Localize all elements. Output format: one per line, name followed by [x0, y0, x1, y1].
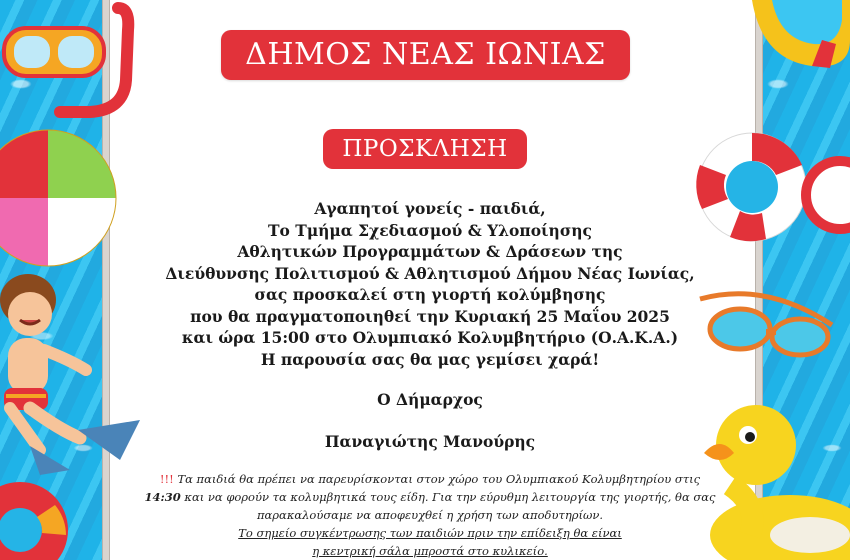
note-line-3: παρακαλούσαμε να αποφευχθεί η χρήση των αποδυτηρίων.	[256, 508, 604, 522]
note-line-5: η κεντρική σάλα μπροστά στο κυλικείο.	[312, 544, 548, 558]
signature-name: Παναγιώτης Μανούρης	[324, 432, 536, 451]
note-time: 14:30	[144, 490, 181, 504]
body-line: Η παρουσία σας θα μας γεμίσει χαρά!	[260, 349, 600, 369]
warning-marks: !!!	[159, 472, 174, 486]
note-line-2: και να φορούν τα κολυμβητικά τους είδη. Για την εύρυθμη λειτουργία της γιορτής, θα σας	[180, 490, 716, 504]
body-line: που θα πραγματοποιηθεί την Κυριακή 25 Μαΐου 2025	[190, 306, 670, 326]
note-line-4: Το σημείο συγκέντρωσης των παιδιών πριν την επίδειξη θα είναι	[238, 526, 622, 540]
body-line: Διεύθυνσης Πολιτισμού & Αθλητισμού Δήμου Νέας Ιωνίας,	[165, 263, 695, 283]
note-line-1: Τα παιδιά θα πρέπει να παρευρίσκονται στον χώρο του Ολυμπιακού Κολυμβητηρίου στις	[173, 472, 701, 486]
body-line: σας προσκαλεί στη γιορτή κολύμβησης	[254, 285, 606, 304]
notice-text	[130, 470, 730, 560]
swim-ring-icon-top	[752, 0, 850, 80]
body-line: Αθλητικών Προγραμμάτων & Δράσεων της	[237, 242, 623, 261]
beach-ball-icon	[0, 120, 125, 280]
signature-role: Ο Δήμαρχος	[377, 390, 483, 409]
page-title: ΔΗΜΟΣ ΝΕΑΣ ΙΩΝΙΑΣ	[221, 30, 630, 80]
body-line: και ώρα 15:00 στο Ολυμπιακό Κολυμβητήριο (Ο.Α.Κ.Α.)	[181, 328, 679, 347]
invitation-body	[120, 198, 740, 370]
swim-ring-icon-left	[0, 475, 80, 560]
snorkel-mask-icon	[0, 0, 135, 120]
invitation-heading: ΠΡΟΣΚΛΗΣΗ	[323, 129, 527, 169]
body-line: Αγαπητοί γονείς - παιδιά,	[314, 199, 546, 218]
body-line: Το Τμήμα Σχεδιασμού & Υλοποίησης	[268, 220, 592, 240]
